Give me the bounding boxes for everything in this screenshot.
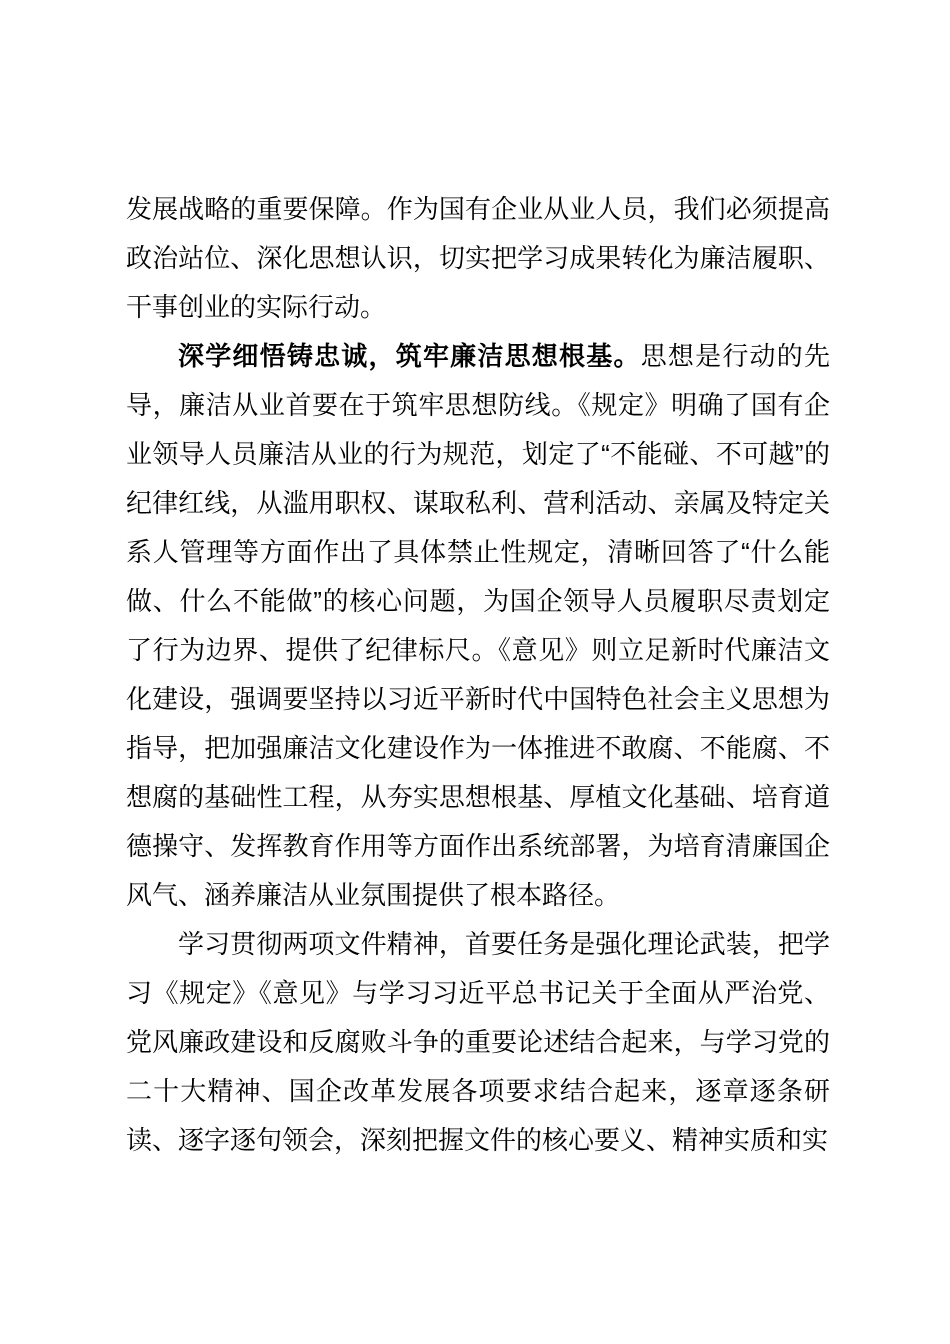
section-bold-lead-text: 深学细悟铸忠诚，筑牢廉洁思想根基。	[178, 341, 641, 371]
paragraph-continuation-text: 发展战略的重要保障。作为国有企业从业人员，我们必须提高政治站位、深化思想认识，切实把学习成果转化为廉洁履职、干事创业的实际行动。	[126, 194, 830, 322]
paragraph-section-lianjie-sixiang	[126, 332, 830, 920]
document-text-body	[126, 185, 830, 1165]
paragraph-continuation	[126, 185, 830, 332]
paragraph-study-text: 学习贯彻两项文件精神，首要任务是强化理论武装，把学习《规定》《意见》与学习习近平总书记关于全面从严治党、党风廉政建设和反腐败斗争的重要论述结合起来，与学习党的二十大精神、国企改革发展各项要求结合起来，逐章逐条研读、逐字逐句领会，深刻把握文件的核心要义、精神实质和实	[126, 929, 830, 1155]
paragraph-study-implementation	[126, 920, 830, 1165]
section-body-text: 思想是行动的先导，廉洁从业首要在于筑牢思想防线。《规定》明确了国有企业领导人员廉洁从业的行为规范，划定了“不能碰、不可越”的纪律红线，从滥用职权、谋取私利、营利活动、亲属及特定关系人管理等方面作出了具体禁止性规定，清晰回答了“什么能做、什么不能做”的核心问题，为国企领导人员履职尽责划定了行为边界、提供了纪律标尺。《意见》则立足新时代廉洁文化建设，强调要坚持以习近平新时代中国特色社会主义思想为指导，把加强廉洁文化建设作为一体推进不敢腐、不能腐、不想腐的基础性工程，从夯实思想根基、厚植文化基础、培育道德操守、发挥教育作用等方面作出系统部署，为培育清廉国企风气、涵养廉洁从业氛围提供了根本路径。	[126, 341, 830, 910]
